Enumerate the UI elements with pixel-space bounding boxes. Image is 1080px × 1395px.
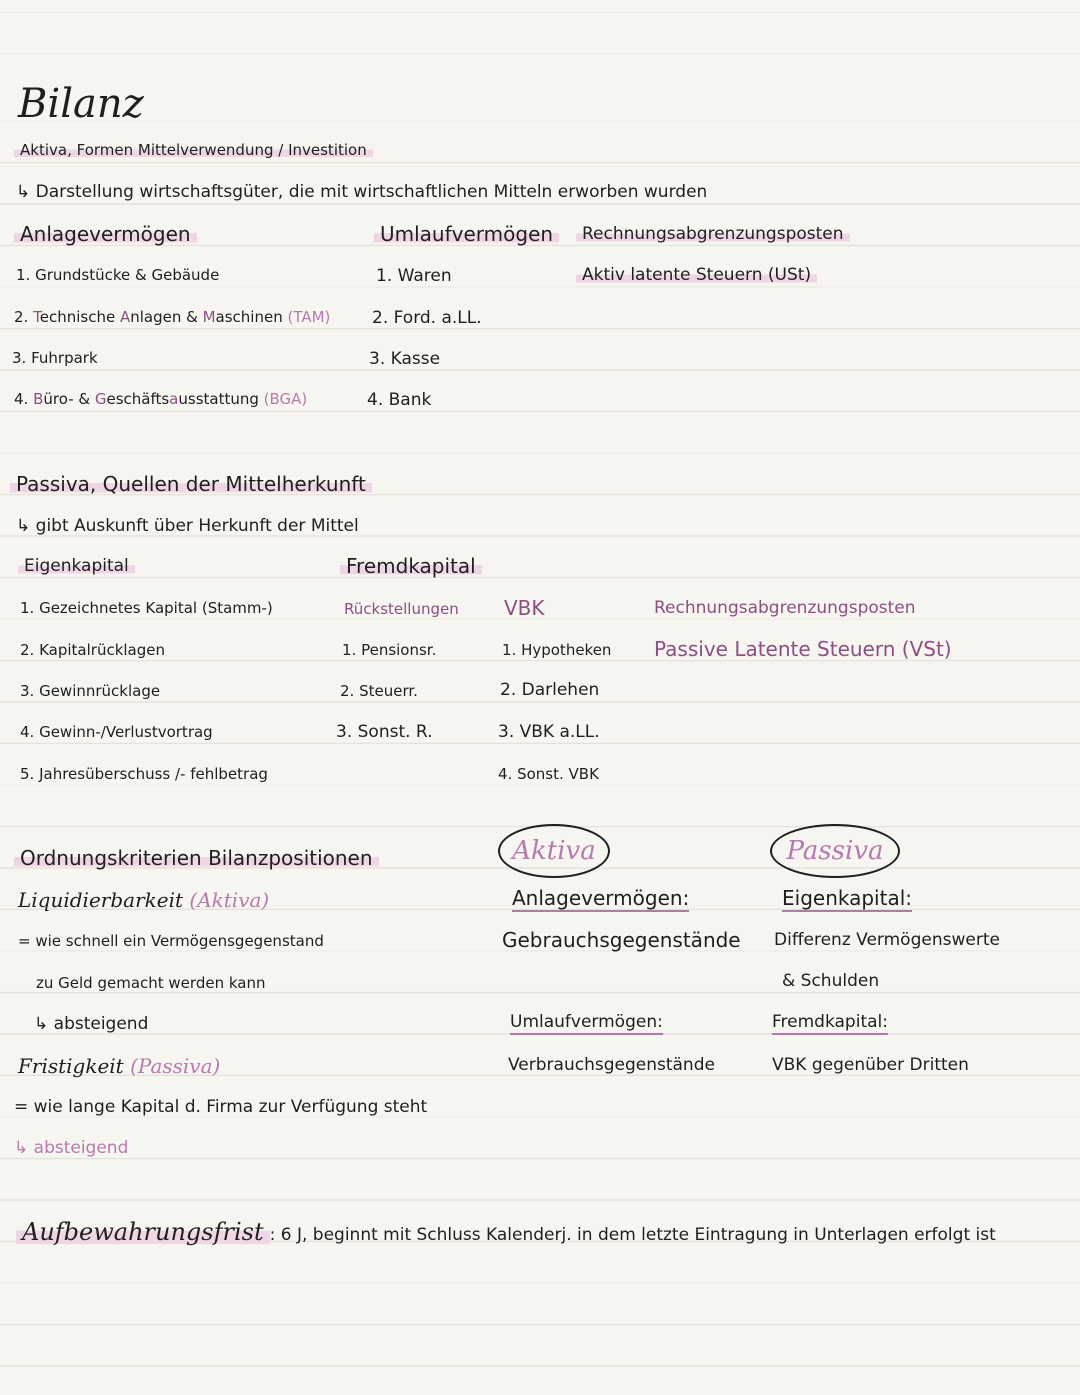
rueck-item: 2. Steuerr. [340,682,418,700]
umlauf-item: 1. Waren [376,266,452,286]
passiva-heading: Passiva, Quellen der Mittelherkunft [10,474,372,494]
aktiva-oval: Aktiva [498,824,610,878]
vbk-item: 1. Hypotheken [502,641,612,659]
aktiv-rap-item: Aktiv latente Steuern (USt) [576,267,817,284]
aktiva-description: ↳ Darstellung wirtschaftsgüter, die mit wirtschaftlichen Mitteln erworben wurden [16,182,708,202]
oval-fremd-line: VBK gegenüber Dritten [772,1055,969,1075]
vbk-item: 2. Darlehen [500,680,600,700]
frist-line: = wie lange Kapital d. Firma zur Verfügung steht [14,1097,428,1117]
vbk-item: 3. VBK a.LL. [498,722,600,742]
fristigkeit-label: Fristigkeit (Passiva) [18,1054,221,1078]
rueck-item: 1. Pensionsr. [342,641,437,659]
liquid-line: ↳ absteigend [34,1014,149,1034]
aktiv-rap-heading: Rechnungsabgrenzungsposten [576,226,850,243]
liquidierbarkeit-label: Liquidierbarkeit (Aktiva) [18,888,270,912]
eigen-item: 2. Kapitalrücklagen [20,641,165,659]
oval-umlauf-heading: Umlaufvermögen: [510,1014,663,1035]
eigen-item: 3. Gewinnrücklage [20,682,161,700]
eigen-item: 1. Gezeichnetes Kapital (Stamm-) [20,599,273,617]
oval-eigen-line: Differenz Vermögenswerte [774,930,1000,950]
vbk-item: 4. Sonst. VBK [498,765,599,783]
anlage-item-tam: 2. Technische Anlagen & Maschinen (TAM) [14,308,331,326]
frist-line: ↳ absteigend [14,1138,129,1158]
rueck-item: 3. Sonst. R. [336,722,433,742]
page-title: Bilanz [18,81,144,127]
oval-umlauf-text: Verbrauchsgegenstände [508,1055,715,1075]
umlauf-item: 2. Ford. a.LL. [372,308,482,328]
umlaufvermoegen-heading: Umlaufvermögen [374,224,559,244]
passiva-oval: Passiva [770,824,900,878]
ordnungskriterien-heading: Ordnungskriterien Bilanzpositionen [14,848,379,868]
aktiva-heading: Aktiva, Formen Mittelverwendung / Investition [14,143,373,158]
aufbewahrungsfrist-label: Aufbewahrungsfrist [16,1218,270,1246]
aufbewahrungsfrist [16,1220,996,1244]
liquid-line: zu Geld gemacht werden kann [36,974,266,992]
anlage-item: 1. Grundstücke & Gebäude [16,266,220,284]
anlage-item-bga: 4. Büro- & Geschäftsausstattung (BGA) [14,390,308,408]
passiva-description: ↳ gibt Auskunft über Herkunft der Mittel [16,516,359,536]
oval-fremd-heading: Fremdkapital: [772,1014,888,1035]
liquid-line: = wie schnell ein Vermögensgegenstand [18,932,324,950]
anlage-item: 3. Fuhrpark [12,349,98,367]
oval-eigen-line: & Schulden [782,971,880,991]
umlauf-item: 4. Bank [367,390,432,410]
aufbewahrungsfrist-text: : 6 J, beginnt mit Schluss Kalenderj. in dem letzte Eintragung in Unterlagen erfolgt ist [269,1225,996,1245]
eigenkapital-heading: Eigenkapital [18,558,135,575]
passiv-rap-item: Passive Latente Steuern (VSt) [654,637,952,661]
vbk-heading: VBK [504,596,545,620]
oval-anlage-text: Gebrauchsgegenstände [502,928,741,952]
rueckstellungen-heading: Rückstellungen [344,600,459,618]
eigen-item: 4. Gewinn-/Verlustvortrag [20,723,213,741]
anlagevermoegen-heading: Anlagevermögen [14,224,197,244]
eigen-item: 5. Jahresüberschuss /- fehlbetrag [20,765,268,783]
oval-anlage-heading: Anlagevermögen: [512,886,690,910]
passiv-rap-heading: Rechnungsabgrenzungsposten [654,598,916,618]
oval-eigen-heading: Eigenkapital: [782,886,912,910]
fremdkapital-heading: Fremdkapital [340,556,482,576]
umlauf-item: 3. Kasse [369,349,441,369]
